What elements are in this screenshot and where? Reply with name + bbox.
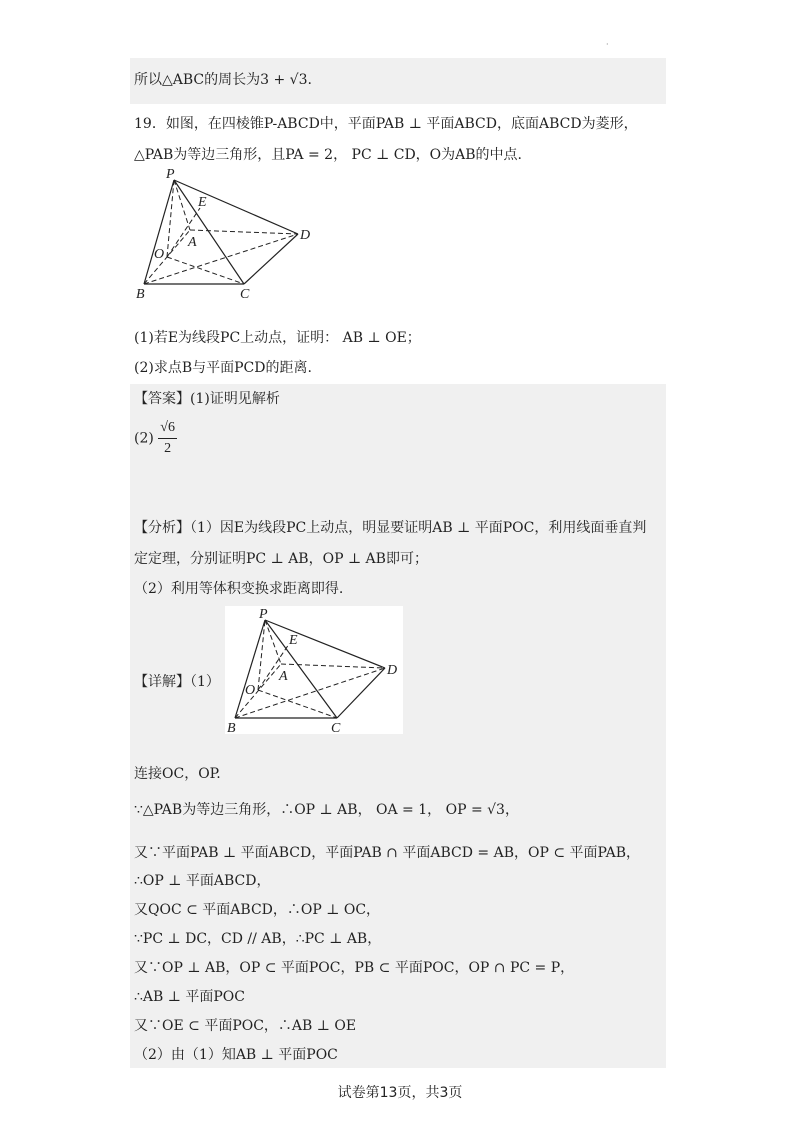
page-footer: 试卷第13页，共3页 xyxy=(337,1085,463,1101)
solution-line-2: ∵△PAB为等边三角形，∴OP ⊥ AB， OA = 1， OP = √3， xyxy=(134,802,519,818)
corner-mark: · xyxy=(606,40,609,49)
label-B-2: B xyxy=(227,721,236,736)
answer-numerator: √6 xyxy=(158,418,177,439)
problem-part-2: (2)求点B与平面PCD的距离. xyxy=(134,360,312,376)
problem-part-1: (1)若E为线段PC上动点，证明： AB ⊥ OE； xyxy=(134,330,421,346)
solution-line-6: ∵PC ⊥ DC，CD // AB，∴PC ⊥ AB， xyxy=(134,931,382,947)
solution-line-3: 又∵平面PAB ⊥ 平面ABCD，平面PAB ∩ 平面ABCD = AB，OP ⊂ 平面PAB， xyxy=(134,845,641,861)
prev-answer-text: 所以△ABC的周长为3 + √3. xyxy=(134,72,312,88)
solution-line-1: 连接OC，OP. xyxy=(134,766,221,782)
problem-line-1: 19．如图，在四棱锥P-ABCD中，平面PAB ⊥ 平面ABCD，底面ABCD为菱形， xyxy=(134,116,638,132)
answer-fraction xyxy=(158,418,177,459)
answer-part-2 xyxy=(134,418,177,459)
solution-line-8: ∴AB ⊥ 平面POC xyxy=(134,989,245,1005)
solution-line-9: 又∵OE ⊂ 平面POC，∴AB ⊥ OE xyxy=(134,1018,357,1034)
pyramid-figure-2 xyxy=(225,606,405,736)
label-D-2: D xyxy=(387,663,398,678)
label-O-2: O xyxy=(245,683,256,698)
label-E-2: E xyxy=(289,633,298,648)
analysis-line-1: 【分析】（1）因E为线段PC上动点，明显要证明AB ⊥ 平面POC，利用线面垂直判 xyxy=(134,520,647,536)
solution-line-10: （2）由（1）知AB ⊥ 平面POC xyxy=(134,1047,338,1063)
label-E: E xyxy=(198,195,207,210)
label-A-2: A xyxy=(279,669,288,684)
label-B: B xyxy=(136,287,145,302)
solution-line-7: 又∵OP ⊥ AB，OP ⊂ 平面POC，PB ⊂ 平面POC，OP ∩ PC = P， xyxy=(134,960,575,976)
solution-label: 【详解】（1） xyxy=(134,674,220,690)
analysis-line-3: （2）利用等体积变换求距离即得. xyxy=(134,581,344,597)
pyramid-figure-1 xyxy=(132,168,322,304)
answer-label: 【答案】(1)证明见解析 xyxy=(134,391,280,407)
solution-line-4: ∴OP ⊥ 平面ABCD， xyxy=(134,873,271,889)
analysis-line-2: 定定理，分别证明PC ⊥ AB，OP ⊥ AB即可； xyxy=(134,551,428,567)
label-C: C xyxy=(240,287,250,302)
problem-line-2: △PAB为等边三角形，且PA = 2， PC ⊥ CD，O为AB的中点. xyxy=(134,147,522,163)
label-O: O xyxy=(154,247,165,262)
label-P-2: P xyxy=(259,607,268,622)
answer-denominator: 2 xyxy=(164,441,172,456)
label-A: A xyxy=(188,235,197,250)
solution-line-5: 又QOC ⊂ 平面ABCD，∴OP ⊥ OC， xyxy=(134,902,381,918)
label-P: P xyxy=(166,168,175,182)
answer-part-2-prefix: (2) xyxy=(134,430,154,447)
label-D: D xyxy=(300,228,311,243)
label-C-2: C xyxy=(331,721,341,736)
